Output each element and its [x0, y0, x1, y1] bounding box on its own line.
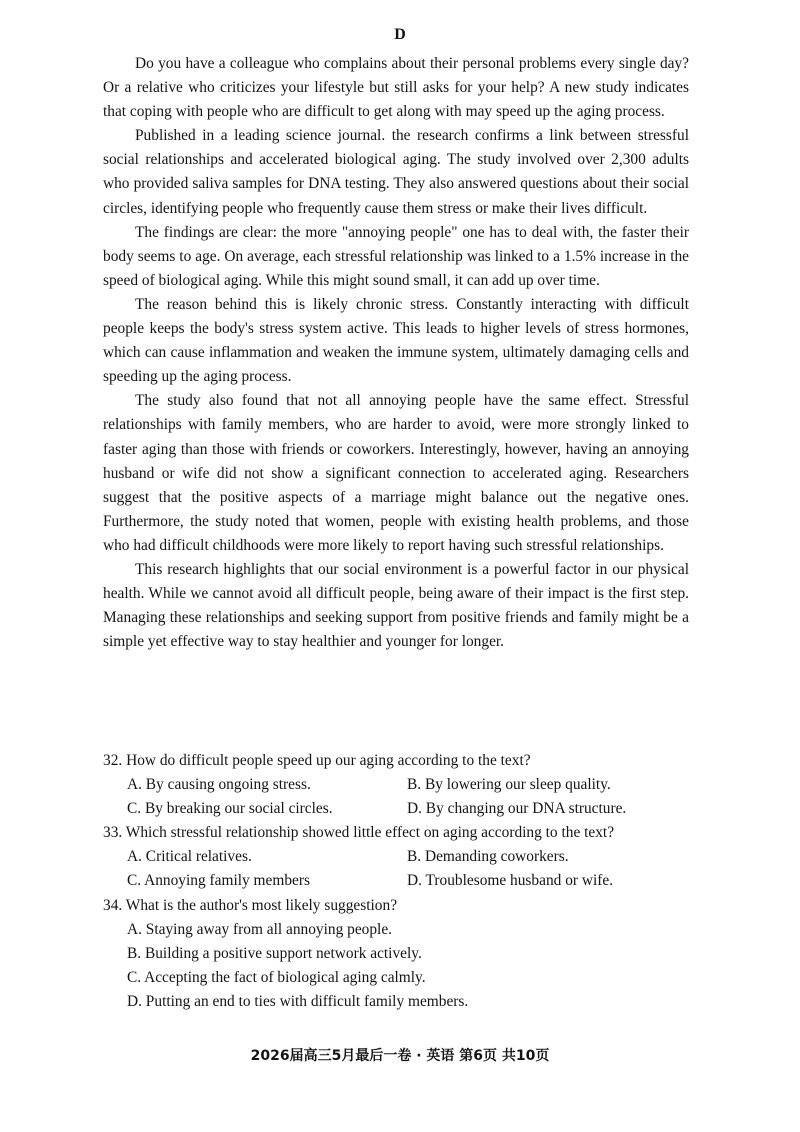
question-list	[103, 749, 703, 1014]
option-b: B. Demanding coworkers.	[407, 848, 569, 866]
question-stem: 32. How do difficult people speed up our aging according to the text?	[103, 752, 531, 769]
page-footer: 2026届高三5月最后一卷 · 英语 第6页 共10页	[250, 1048, 550, 1064]
option-a: A. Critical relatives.	[127, 848, 252, 866]
option-b: B. By lowering our sleep quality.	[407, 776, 611, 794]
paragraph: Do you have a colleague who complains about their personal problems every single day? Or a relative who criticizes your lifestyle but still asks for your help? A new study indicates that coping with people who are difficult to get along with may speed up the aging process.	[103, 55, 689, 121]
question-33	[103, 821, 703, 893]
question-stem: 34. What is the author's most likely suggestion?	[103, 896, 398, 914]
question-stem: 33. Which stressful relationship showed little effect on aging according to the text?	[103, 824, 615, 842]
option-a: A. By causing ongoing stress.	[127, 776, 311, 794]
paragraph: This research highlights that our social environment is a powerful factor in our physical health. While we cannot avoid all difficult people, being aware of their impact is the first step. Managing these relationships and seeking support from positive friends and family might be a simple yet effective way to stay healthier and younger for longer.	[103, 560, 689, 651]
option-c: C. By breaking our social circles.	[127, 800, 333, 818]
reading-passage	[103, 52, 689, 654]
option-b: B. Building a positive support network actively.	[127, 944, 422, 962]
option-c: C. Annoying family members	[127, 872, 310, 890]
paragraph: The findings are clear: the more "annoying people" one has to deal with, the faster their body seems to age. On average, each stressful relationship was linked to a 1.5% increase in the speed of biological aging. While this might sound small, it can add up over time.	[103, 223, 689, 289]
paragraph: The study also found that not all annoying people have the same effect. Stressful relationships with family members, who are harder to avoid, were more strongly linked to faster aging than those with friends or coworkers. Interestingly, however, having an annoying husband or wife did not show a significant connection to accelerated aging. Researchers suggest that the positive aspects of a marriage might balance out the negative ones. Furthermore, the study noted that women, people with existing health problems, and those who had difficult childhoods were more likely to report having such stressful relationships.	[103, 392, 689, 554]
paragraph: The reason behind this is likely chronic stress. Constantly interacting with difficult people keeps the body's stress system active. This leads to higher levels of stress hormones, which can cause inflammation and weaken the immune system, ultimately damaging cells and speeding up the aging process.	[103, 295, 689, 386]
section-letter: D	[394, 26, 406, 43]
paragraph: Published in a leading science journal. the research confirms a link between stressful social relationships and accelerated biological aging. The study involved over 2,300 adults who provided saliva samples for DNA testing. They also answered questions about their social circles, identifying people who frequently cause them stress or make their lives difficult.	[103, 127, 689, 217]
option-a: A. Staying away from all annoying people.	[127, 920, 392, 938]
option-c: C. Accepting the fact of biological aging calmly.	[127, 968, 426, 986]
option-d: D. By changing our DNA structure.	[407, 800, 627, 818]
option-d: D. Putting an end to ties with difficult family members.	[127, 992, 469, 1010]
option-d: D. Troublesome husband or wife.	[407, 872, 614, 890]
question-34	[103, 894, 703, 1014]
question-32	[103, 749, 703, 821]
